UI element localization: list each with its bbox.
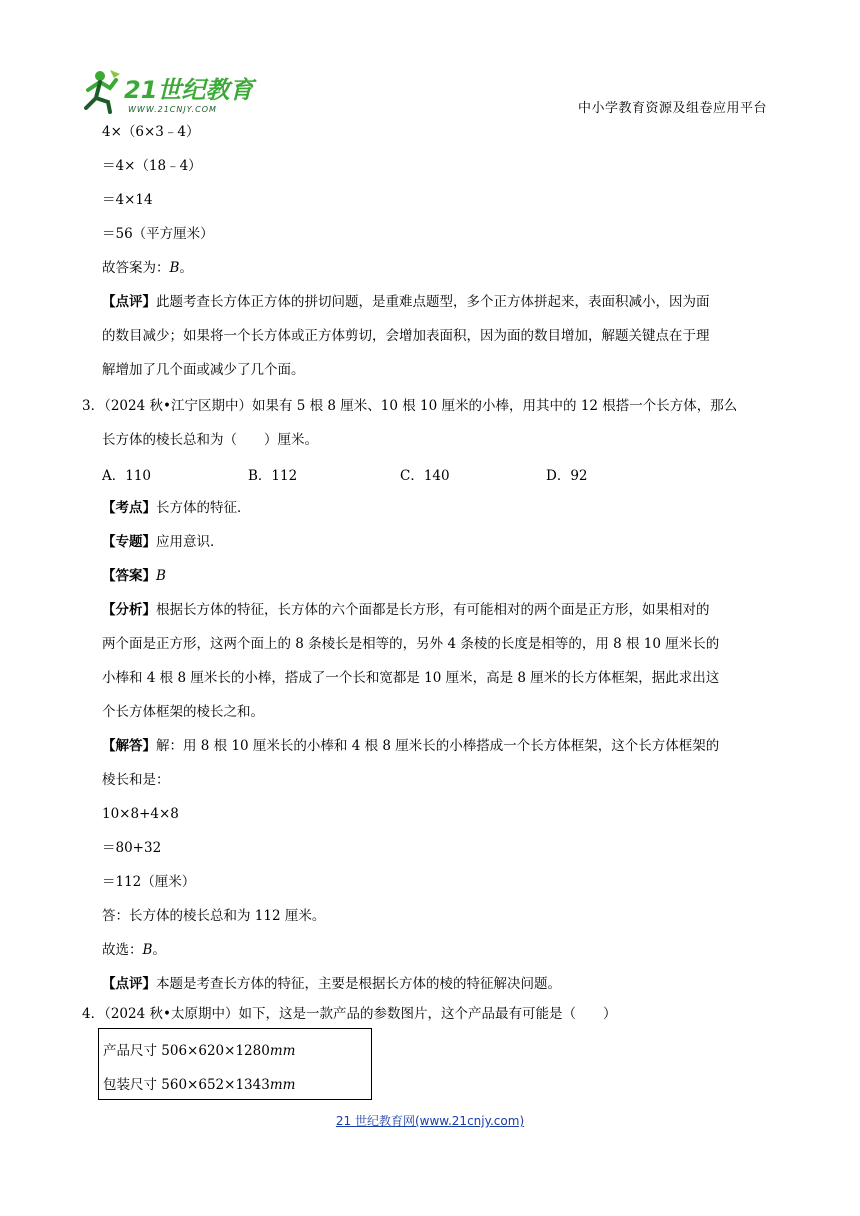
calc-line: ＝4×（18﹣4） xyxy=(102,158,202,174)
runner-icon xyxy=(86,70,120,112)
calc-line: ＝56（平方厘米） xyxy=(102,226,214,242)
analysis-line: 个长方体框架的棱长之和。 xyxy=(102,704,264,720)
comment-tag: 【点评】 xyxy=(102,294,156,310)
question-3-stem: 3．（2024 秋•江宁区期中）如果有 5 根 8 厘米、10 根 10 厘米的小棒，用其中的 12 根搭一个长方体，那么 xyxy=(82,398,738,414)
calc-line: 10×8+4×8 xyxy=(102,806,179,822)
topic-line: 【专题】应用意识． xyxy=(102,534,224,550)
product-size-row: 产品尺寸 506×620×1280mm xyxy=(103,1043,296,1059)
question-3-stem: 长方体的棱长总和为（ ）厘米。 xyxy=(102,432,318,448)
package-size-row: 包装尺寸 560×652×1343mm xyxy=(103,1077,296,1093)
analysis-line: 两个面是正方形，这两个面上的 8 条棱长是相等的，另外 4 条棱的长度是相等的，用 8 根 10 厘米长的 xyxy=(102,636,720,652)
option-d: D．92 xyxy=(546,468,588,484)
logo-main-text: 21世纪教育 xyxy=(124,76,254,104)
comment-line: 【点评】本题是考查长方体的特征，主要是根据长方体的棱的特征解决问题。 xyxy=(102,976,561,992)
page-header xyxy=(0,0,860,120)
page-footer xyxy=(0,1112,860,1129)
solution-line: 棱长和是： xyxy=(102,772,170,788)
logo-sub-text: WWW.21CNJY.COM xyxy=(128,105,217,114)
point-line: 【考点】长方体的特征． xyxy=(102,500,251,516)
analysis-line: 小棒和 4 根 8 厘米长的小棒，搭成了一个长和宽都是 10 厘米，高是 8 厘米的长方体框架，据此求出这 xyxy=(102,670,720,686)
answer-line: 答：长方体的棱长总和为 112 厘米。 xyxy=(102,908,326,924)
platform-title: 中小学教育资源及组卷应用平台 xyxy=(578,101,768,116)
option-c: C．140 xyxy=(400,468,450,484)
answer-key-line: 【答案】B xyxy=(102,568,166,584)
solution-line: 【解答】解：用 8 根 10 厘米长的小棒和 4 根 8 厘米长的小棒搭成一个长方体框架，这个长方体框架的 xyxy=(102,738,720,754)
site-logo xyxy=(80,68,260,116)
calc-line: ＝112（厘米） xyxy=(102,874,196,890)
comment-line: 【点评】此题考查长方体正方体的拼切问题，是重难点题型，多个正方体拼起来，表面积减小，因为面 xyxy=(102,294,710,310)
comment-line: 解增加了几个面或减少了几个面。 xyxy=(102,362,305,378)
calc-line: 4×（6×3﹣4） xyxy=(102,124,200,140)
option-a: A．110 xyxy=(102,468,152,484)
question-4-stem: 4．（2024 秋•太原期中）如下，这是一款产品的参数图片，这个产品最有可能是（ ） xyxy=(82,1006,617,1022)
footer-link[interactable]: 21 世纪教育网(www.21cnjy.com) xyxy=(335,1114,525,1128)
answer-line: 故答案为：B。 xyxy=(102,260,193,276)
calc-line: ＝80+32 xyxy=(102,840,162,856)
analysis-line: 【分析】根据长方体的特征，长方体的六个面都是长方形，有可能相对的两个面是正方形，如果相对的 xyxy=(102,602,710,618)
comment-line: 的数目减少；如果将一个长方体或正方体剪切，会增加表面积，因为面的数目增加，解题关键点在于理 xyxy=(102,328,710,344)
product-parameter-box xyxy=(98,1028,372,1100)
calc-line: ＝4×14 xyxy=(102,192,153,208)
option-b: B．112 xyxy=(248,468,298,484)
choice-line: 故选：B。 xyxy=(102,942,166,958)
